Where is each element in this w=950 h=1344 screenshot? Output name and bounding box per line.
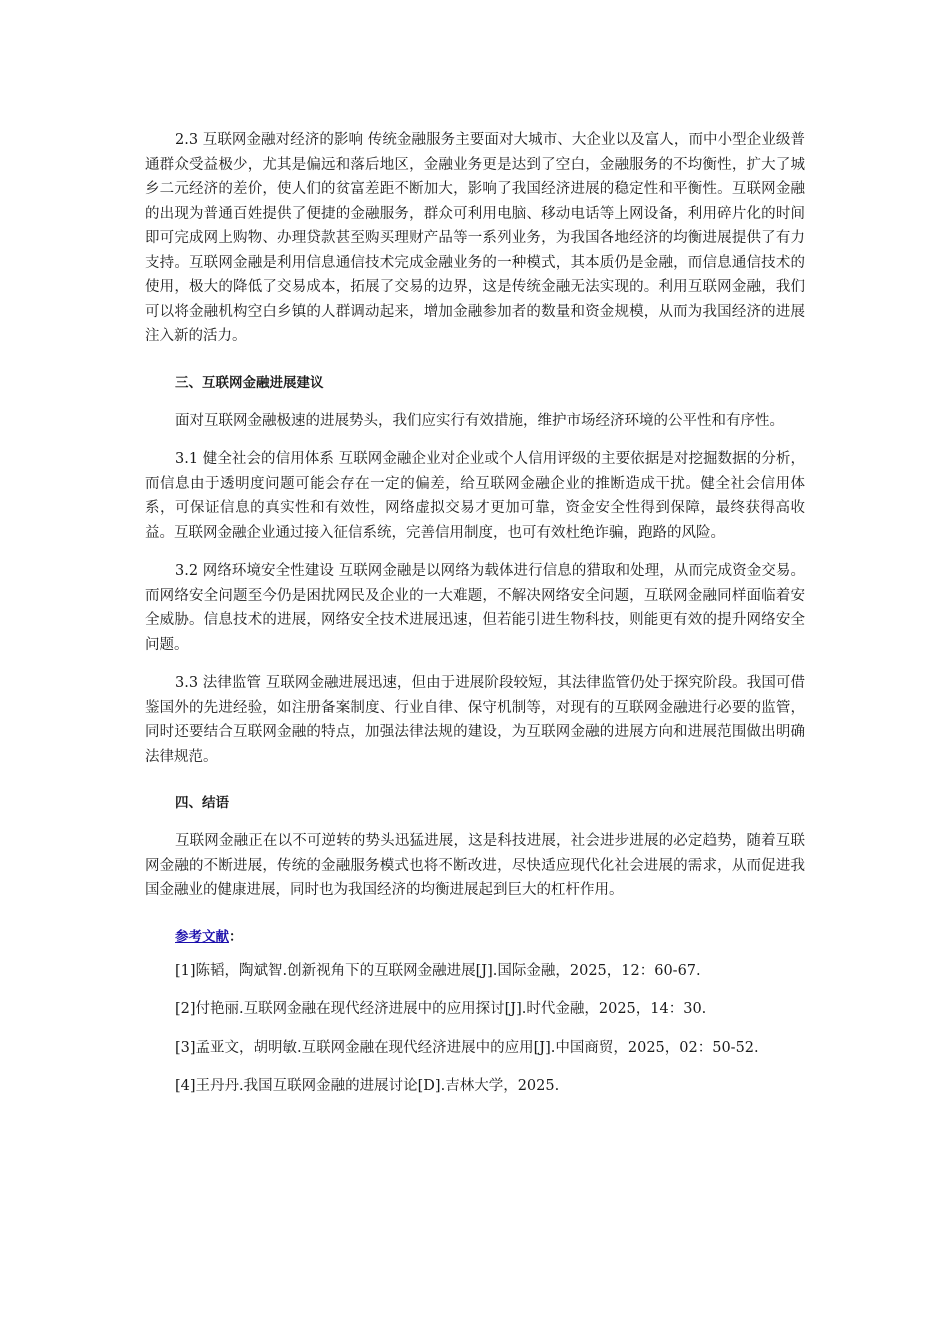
paragraph-section-3-3: 3.3 法律监管 互联网金融进展迅速，但由于进展阶段较短，其法律监管仍处于探究阶段。我国可借鉴国外的先进经验，如注册备案制度、行业自律、保守机制等，对现有的互联网金融进行必要的监管，同时还要结合互联网金融的特点，加强法律法规的建设，为互联网金融的进展方向和进展范围做出明确法律规范。: [145, 675, 805, 765]
reference-item-2: [2]付艳丽.互联网金融在现代经济进展中的应用探讨[J].时代金融，2025，14：30.: [175, 1001, 707, 1017]
section-heading-4: 四、结语: [175, 795, 229, 811]
paragraph-section-3-2: 3.2 网络环境安全性建设 互联网金融是以网络为载体进行信息的猎取和处理，从而完成资金交易。而网络安全问题至今仍是困扰网民及企业的一大难题，不解决网络安全问题，互联网金融同样面临着安全威胁。信息技术的进展，网络安全技术进展迅速，但若能引进生物科技，则能更有效的提升网络安全问题。: [145, 563, 805, 653]
paragraph-conclusion: 互联网金融正在以不可逆转的势头迅猛进展，这是科技进展，社会进步进展的必定趋势，随着互联网金融的不断进展，传统的金融服务模式也将不断改进，尽快适应现代化社会进展的需求，从而促进我国金融业的健康进展，同时也为我国经济的均衡进展起到巨大的杠杆作用。: [145, 833, 805, 898]
references-link[interactable]: 参考文献: [175, 928, 229, 945]
paragraph-intro-3: 面对互联网金融极速的进展势头，我们应实行有效措施，维护市场经济环境的公平性和有序性。: [175, 412, 784, 429]
reference-item-3: [3]孟亚文，胡明敏.互联网金融在现代经济进展中的应用[J].中国商贸，2025，02：50-52.: [175, 1039, 759, 1056]
paragraph-section-3-1: 3.1 健全社会的信用体系 互联网金融企业对企业或个人信用评级的主要依据是对挖掘数据的分析，而信息由于透明度问题可能会存在一定的偏差，给互联网金融企业的推断造成干扰。健全社会信用体系，可保证信息的真实性和有效性，网络虚拟交易才更加可靠，资金安全性得到保障，最终获得高收益。互联网金融企业通过接入征信系统，完善信用制度，也可有效杜绝诈骗，跑路的风险。: [145, 451, 805, 541]
section-heading-3: 三、互联网金融进展建议: [175, 374, 324, 391]
reference-item-1: [1]陈韬，陶斌智.创新视角下的互联网金融进展[J].国际金融，2025，12：60-67.: [175, 962, 701, 979]
document-body: [145, 128, 805, 1099]
reference-item-4: [4]王丹丹.我国互联网金融的进展讨论[D].吉林大学，2025.: [175, 1078, 560, 1094]
references-heading: [145, 925, 805, 945]
paragraph-section-2-3: 2.3 互联网金融对经济的影响 传统金融服务主要面对大城市、大企业以及富人，而中小型企业级普通群众受益极少，尤其是偏远和落后地区，金融业务更是达到了空白，金融服务的不均衡性，扩大了城乡二元经济的差价，使人们的贫富差距不断加大，影响了我国经济进展的稳定性和平衡性。互联网金融的出现为普通百姓提供了便捷的金融服务，群众可利用电脑、移动电话等上网设备，利用碎片化的时间即可完成网上购物、办理贷款甚至购买理财产品等一系列业务，为我国各地经济的均衡进展提供了有力支持。互联网金融是利用信息通信技术完成金融业务的一种模式，其本质仍是金融，而信息通信技术的使用，极大的降低了交易成本，拓展了交易的边界，这是传统金融无法实现的。利用互联网金融，我们可以将金融机构空白乡镇的人群调动起来，增加金融参加者的数量和资金规模，从而为我国经济的进展注入新的活力。: [145, 132, 805, 344]
references-colon: ：: [229, 928, 243, 945]
